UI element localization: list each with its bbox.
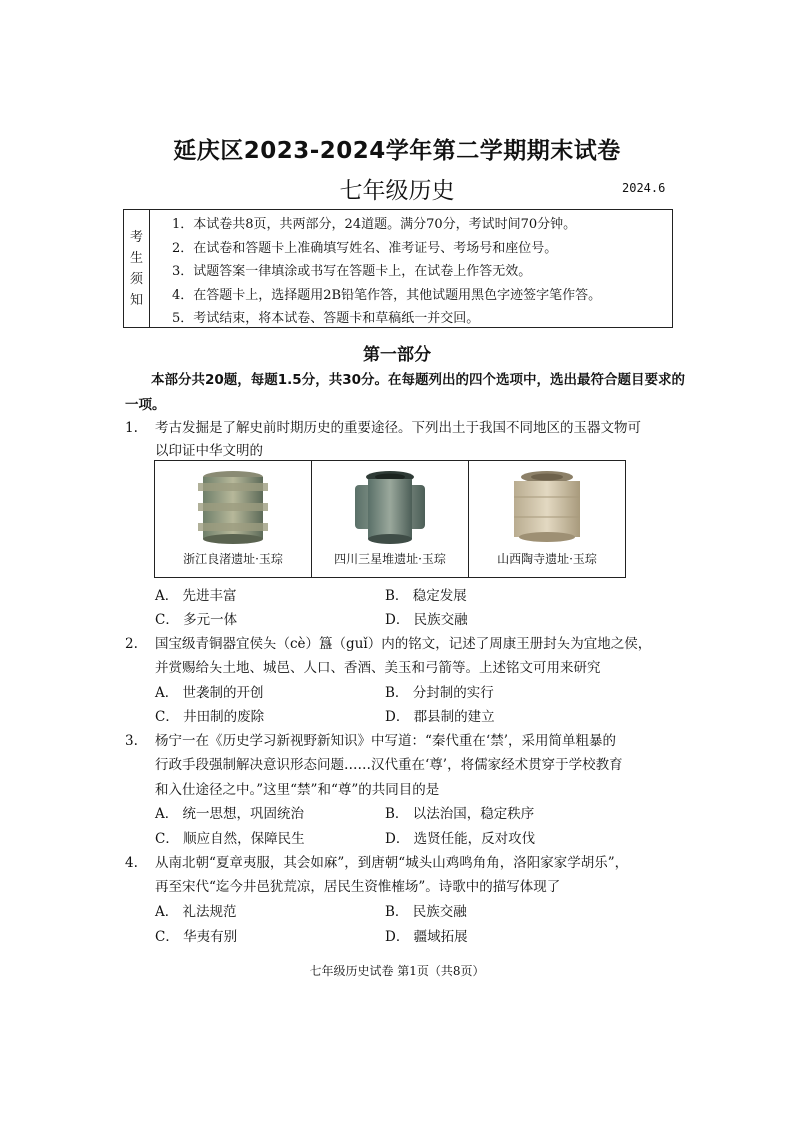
jade-cong-sanxingdui-image — [335, 467, 445, 547]
question-text: 并赏赐给夨土地、城邑、人口、香酒、美玉和弓箭等。上述铭文可用来研究 — [155, 660, 601, 676]
option-d: D． 选贤任能，反对攻伐 — [385, 831, 536, 847]
question-text: 杨宁一在《历史学习新视野新知识》中写道：“秦代重在‘禁’，采用简单粗暴的 — [155, 733, 616, 749]
question-number: 3. — [125, 733, 138, 749]
option-c: C． 顺应自然，保障民生 — [155, 831, 305, 847]
notice-label — [124, 210, 150, 327]
question-text: 再至宋代“迄今井邑犹荒凉，居民生资惟榷场”。诗歌中的描写体现了 — [155, 879, 561, 895]
notice-item: 2．在试卷和答题卡上准确填写姓名、准考证号、考场号和座位号。 — [172, 240, 558, 256]
artifact-caption: 四川三星堆遗址·玉琮 — [334, 552, 446, 566]
question-text: 行政手段强制解决意识形态问题……汉代重在‘尊’，将儒家经术贯穿于学校教育 — [155, 757, 623, 773]
notice-item: 4．在答题卡上，选择题用2B铅笔作答，其他试题用黑色字迹签字笔作答。 — [172, 287, 602, 303]
jade-cong-liangzhu-image — [178, 467, 288, 547]
option-c: C． 华夷有别 — [155, 929, 238, 945]
artifact-image-table — [154, 460, 626, 578]
notice-item: 1．本试卷共8页，共两部分，24道题。满分70分，考试时间70分钟。 — [172, 217, 577, 232]
option-a: A． 世袭制的开创 — [155, 685, 264, 701]
option-a: A． 礼法规范 — [155, 904, 237, 920]
artifact-cell — [469, 461, 625, 577]
question-text: 从南北朝“夏章夷服，其会如麻”，到唐朝“城头山鸡鸣角角，洛阳家家学胡乐”， — [155, 855, 629, 871]
notice-item: 5．考试结束，将本试卷、答题卡和草稿纸一并交回。 — [172, 311, 480, 326]
option-c: C． 井田制的废除 — [155, 709, 265, 725]
artifact-caption: 浙江良渚遗址·玉琮 — [183, 552, 283, 566]
option-b: B． 民族交融 — [385, 904, 467, 920]
part-title: 第一部分 — [363, 345, 431, 365]
option-b: B． 以法治国，稳定秩序 — [385, 806, 535, 822]
option-b: B． 稳定发展 — [385, 588, 467, 604]
artifact-caption: 山西陶寺遗址·玉琮 — [497, 552, 597, 566]
option-a: A． 统一思想，巩固统治 — [155, 806, 305, 822]
notice-box — [123, 209, 673, 328]
exam-subject: 七年级历史 — [339, 178, 455, 204]
question-number: 1. — [125, 420, 138, 436]
question-number: 2. — [125, 636, 138, 652]
option-d: D． 疆域拓展 — [385, 929, 468, 945]
part-intro: 本部分共20题，每题1.5分，共30分。在每题列出的四个选项中，选出最符合题目要求的一项。 — [125, 372, 685, 413]
artifact-cell — [155, 461, 312, 577]
notice-label-char: 须 — [129, 271, 143, 287]
artifact-cell — [312, 461, 469, 577]
question-text: 考古发掘是了解史前时期历史的重要途径。下列出土于我国不同地区的玉器文物可 — [155, 420, 641, 436]
option-c: C． 多元一体 — [155, 612, 238, 628]
notice-item: 3．试题答案一律填涂或书写在答题卡上，在试卷上作答无效。 — [172, 264, 532, 279]
page-footer: 七年级历史试卷 第1页（共8页） — [309, 964, 485, 978]
notice-list — [172, 213, 601, 331]
notice-label-char: 生 — [129, 250, 143, 266]
jade-cong-taosi-image — [492, 467, 602, 547]
question-number: 4. — [125, 855, 138, 871]
question-text: 以印证中华文明的 — [155, 443, 263, 459]
option-d: D． 郡县制的建立 — [385, 709, 495, 725]
option-a: A． 先进丰富 — [155, 588, 237, 604]
question-text: 国宝级青铜器宜侯夨（cè）簋（guǐ）内的铭文，记述了周康王册封夨为宜地之侯， — [155, 636, 652, 652]
question-text: 和入仕途径之中。”这里“禁”和“尊”的共同目的是 — [155, 782, 440, 798]
exam-title: 延庆区2023-2024学年第二学期期末试卷 — [173, 138, 621, 164]
notice-label-char: 考 — [129, 229, 143, 245]
exam-date: 2024.6 — [622, 181, 666, 195]
notice-label-char: 知 — [129, 292, 143, 308]
option-d: D． 民族交融 — [385, 612, 468, 628]
option-b: B． 分封制的实行 — [385, 685, 494, 701]
